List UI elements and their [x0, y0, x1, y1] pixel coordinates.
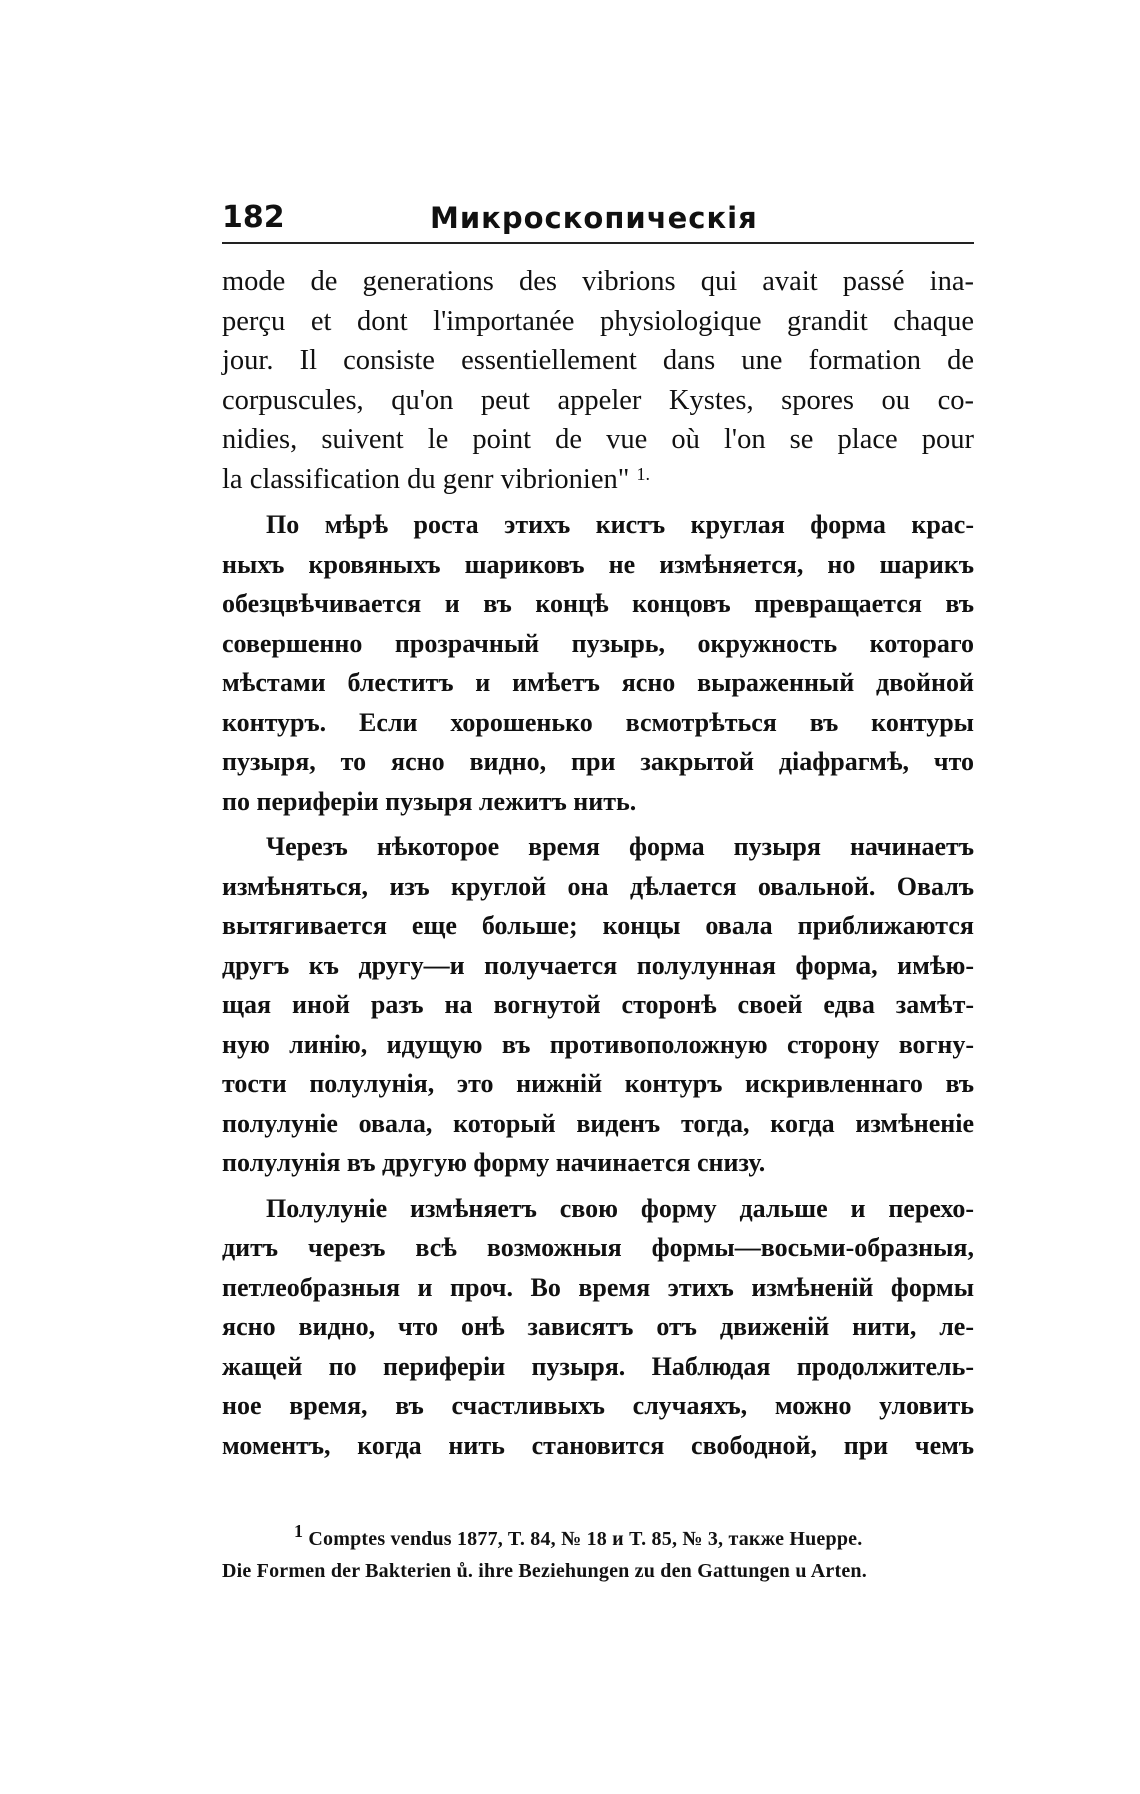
text-line: жащей по периферіи пузыря. Наблюдая продолжитель- — [222, 1351, 974, 1381]
footnotes — [222, 1523, 974, 1587]
text-line: perçu et dont l'importanée physiologique grandit chaque — [222, 305, 974, 337]
text-line: nidies, suivent le point de vue où l'on se place pour — [222, 424, 974, 455]
footnote-text: Comptes vendus 1877, T. 84, № 18 и T. 85, № 3, также Hueppe. — [308, 1528, 863, 1550]
text-line: вытягивается еще больше; концы овала приближаются — [222, 911, 974, 940]
paragraph-french-quote — [222, 262, 974, 499]
footnote-marker: 1 — [294, 1521, 304, 1541]
text-line: jour. Il consiste essentiellement dans une formation de — [222, 345, 974, 376]
text-line: ныхъ кровяныхъ шариковъ не измѣняется, но шарикъ — [222, 549, 974, 579]
footnote-reference: 1. — [636, 463, 650, 484]
paragraph-shape-change — [222, 827, 974, 1183]
text-line: мѣстами блеститъ и имѣетъ ясно выраженный двойной — [222, 668, 974, 697]
text-line: совершенно прозрачный пузырь, окружность котораго — [222, 628, 974, 658]
text-line: дитъ черезъ всѣ возможныя формы—восьми-образныя, — [222, 1233, 974, 1262]
text-line: Полулуніе измѣняетъ свою форму дальше и перехо- — [266, 1193, 974, 1223]
text-line: контуръ. Если хорошенько всмотрѣться въ контуры — [222, 707, 974, 737]
text-line: Черезъ нѣкоторое время форма пузыря начинаетъ — [266, 832, 974, 861]
text-line: другъ къ другу—и получается полулунная форма, имѣю- — [222, 950, 974, 980]
text-line: ясно видно, что онѣ зависятъ отъ движеній нити, ле- — [222, 1312, 974, 1341]
text-line: полулуніе овала, который виденъ тогда, когда измѣненіе — [222, 1108, 974, 1138]
text-line: ное время, въ счастливыхъ случаяхъ, можно уловить — [222, 1391, 974, 1420]
text-line: По мѣрѣ роста этихъ кистъ круглая форма крас- — [266, 510, 974, 539]
text-line: обезцвѣчивается и въ концѣ концовъ превращается въ — [222, 589, 974, 618]
running-title: Микроскопическія — [430, 201, 758, 235]
page-number: 182 — [222, 200, 285, 235]
text-line: моментъ, когда нить становится свободной, при чемъ — [222, 1430, 974, 1460]
text-line: тости полулунія, это нижній контуръ искривленнаго въ — [222, 1069, 974, 1098]
text-line: по периферіи пузыря лежитъ нить. — [222, 786, 637, 816]
paragraph-cyst-growth — [222, 505, 974, 821]
text-line: ную линію, идущую въ противоположную сторону вогну- — [222, 1029, 974, 1059]
text-line: петлеобразныя и проч. Во время этихъ измѣненій формы — [222, 1272, 974, 1302]
text-line: полулунія въ другую форму начинается снизу. — [222, 1148, 766, 1177]
text-line: измѣняться, изъ круглой она дѣлается овальной. Овалъ — [222, 871, 974, 901]
running-head — [222, 198, 974, 244]
text-line-with-ref — [222, 460, 974, 500]
text-line: пузыря, то ясно видно, при закрытой діафрагмѣ, что — [222, 747, 974, 776]
footnote-line — [222, 1523, 974, 1555]
page — [222, 198, 974, 1587]
paragraph-crescent — [222, 1189, 974, 1466]
text-line: mode de generations des vibrions qui avait passé ina- — [222, 266, 974, 297]
body-text — [222, 262, 974, 1465]
footnote-line: Die Formen der Bakterien ů. ihre Beziehungen zu den Gattungen u Arten. — [222, 1560, 867, 1582]
text-line: la classification du genr vibrionien" — [222, 463, 630, 495]
text-line: corpuscules, qu'on peut appeler Kystes, spores ou co- — [222, 384, 974, 416]
text-line: щая иной разъ на вогнутой сторонѣ своей едва замѣт- — [222, 990, 974, 1019]
